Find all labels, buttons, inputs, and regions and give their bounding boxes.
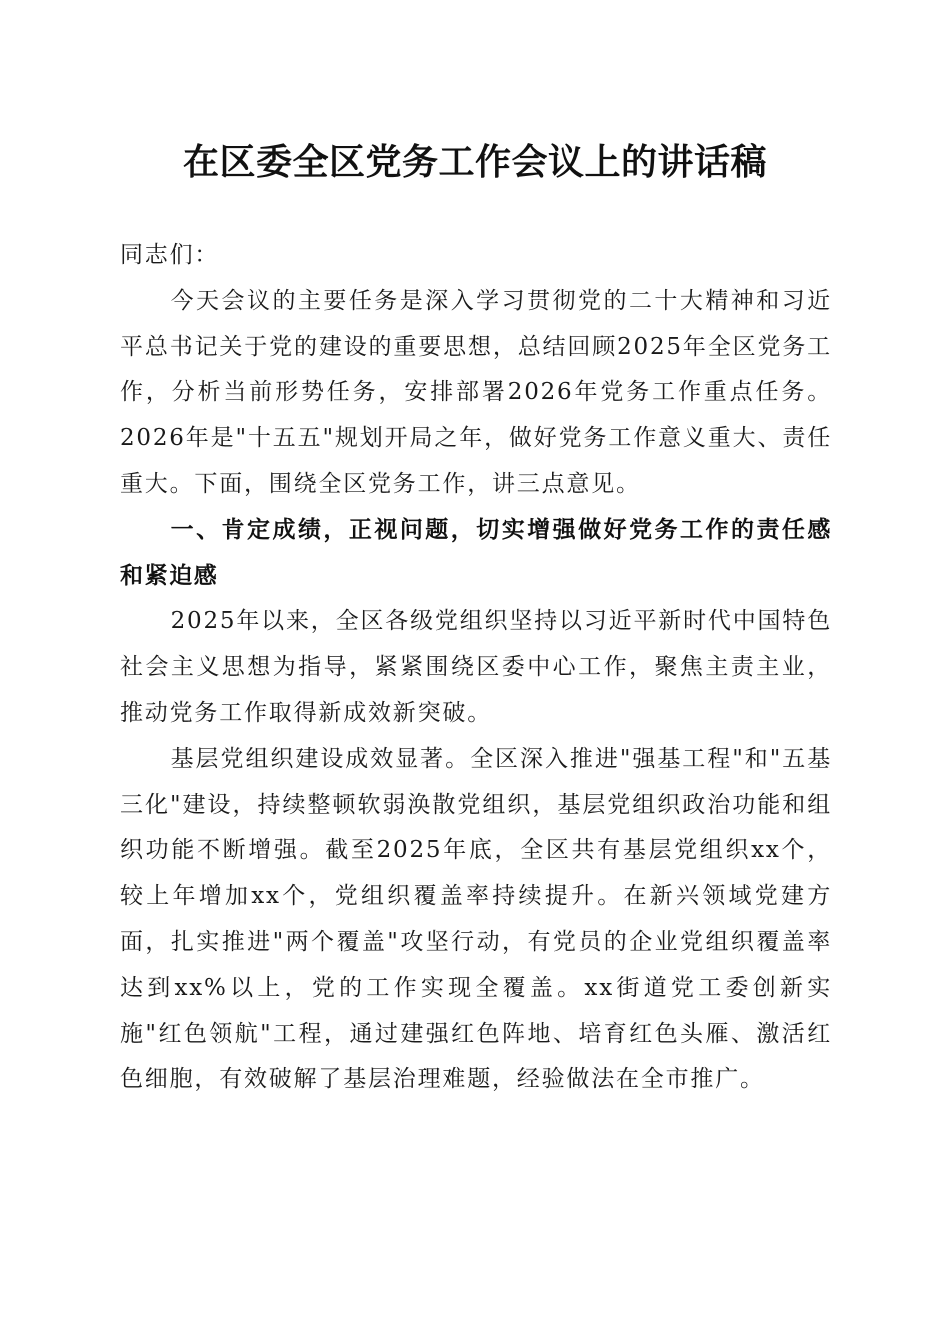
body-paragraph: 2025年以来，全区各级党组织坚持以习近平新时代中国特色社会主义思想为指导，紧紧围绕区委中心工作，聚焦主责主业，推动党务工作取得新成效新突破。 bbox=[120, 608, 832, 726]
body-paragraph: 基层党组织建设成效显著。全区深入推进"强基工程"和"五基三化"建设，持续整顿软弱涣散党组织，基层党组织政治功能和组织功能不断增强。截至2025年底，全区共有基层党组织xx个，较上年增加xx个，党组织覆盖率持续提升。在新兴领域党建方面，扎实推进"两个覆盖"攻坚行动，有党员的企业党组织覆盖率达到xx%以上，党的工作实现全覆盖。xx街道党工委创新实施"红色领航"工程，通过建强红色阵地、培育红色头雁、激活红色细胞，有效破解了基层治理难题，经验做法在全市推广。 bbox=[120, 745, 832, 1093]
intro-paragraph: 今天会议的主要任务是深入学习贯彻党的二十大精神和习近平总书记关于党的建设的重要思想，总结回顾2025年全区党务工作，分析当前形势任务，安排部署2026年党务工作重点任务。2026年是"十五五"规划开局之年，做好党务工作意义重大、责任重大。下面，围绕全区党务工作，讲三点意见。 bbox=[120, 287, 832, 497]
document-body bbox=[120, 233, 832, 1103]
document-title: 在区委全区党务工作会议上的讲话稿 bbox=[182, 141, 767, 183]
section-heading: 一、肯定成绩，正视问题，切实增强做好党务工作的责任感和紧迫感 bbox=[120, 516, 832, 589]
salutation: 同志们： bbox=[120, 242, 220, 268]
